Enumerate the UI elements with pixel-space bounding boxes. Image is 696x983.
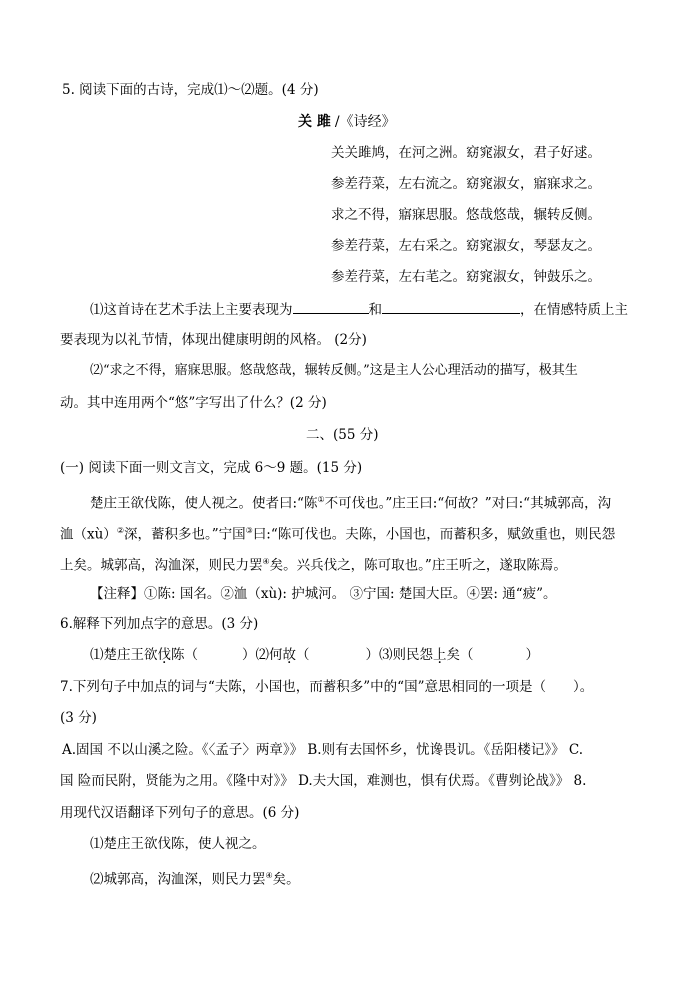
note-marker-2: ② xyxy=(116,526,124,535)
q6-item2-a: ⑵何 xyxy=(255,647,283,663)
q8-sentence-2 xyxy=(90,866,300,890)
poem-line-3: 求之不得，寤寐思服。悠哉悠哉，辗转反侧。 xyxy=(331,207,601,223)
passage-text-1b: 不可伐也。”庄王曰:“何故？”对曰:“其城郭高，沟 xyxy=(324,495,612,512)
q7-stem: 7.下列句子中加点的词与“夫陈，小国也，而蓄积多”中的“国”意思相同的一项是（ ）。 xyxy=(60,679,594,695)
q6-items xyxy=(90,645,539,665)
q6-item3-b: 矣（ xyxy=(446,647,474,663)
passage-line-3 xyxy=(60,552,567,576)
q5-sub1-text-a: ⑴这首诗在艺术手法上主要表现为 xyxy=(90,302,293,318)
q6-item1-dotted: 伐 xyxy=(157,647,171,663)
q8-sentence-1: ⑴楚庄王欲伐陈，使人视之。 xyxy=(90,836,266,852)
note-marker-3: ③ xyxy=(245,526,253,535)
q5-header: 5. 阅读下面的古诗，完成⑴～⑵题。(4 分) xyxy=(62,82,319,98)
passage-text-1a: 楚庄王欲伐陈，使人视之。使者曰:“陈 xyxy=(90,495,318,512)
q5-sub2-line1: ⑵“求之不得，寤寐思服。悠哉悠哉，辗转反侧。”这是主人公心理活动的描写，极其生 xyxy=(90,363,578,378)
note-marker-5: ④ xyxy=(265,871,273,880)
q5-sub1-text-b: 和 xyxy=(368,302,382,318)
q5-sub1-line1 xyxy=(90,299,628,320)
poem-source: /《诗经》 xyxy=(334,114,396,130)
note-marker-1: ① xyxy=(317,495,325,504)
q7-options-line1: A.固国 不以山溪之险。《〈孟子〉两章》》 B.则有去国怀乡，忧谗畏讥。《岳阳楼记》》 C. xyxy=(62,742,584,758)
q8-stem: 用现代汉语翻译下列句子的意思。(6 分) xyxy=(60,805,300,821)
q5-sub1-line2: 要表现为以礼节情，体现出健康明朗的风格。 (2分) xyxy=(60,332,367,348)
q6-item3-c: ） xyxy=(525,647,539,663)
passage-text-3b: 矣。兴兵伐之，陈可取也。”庄王听之，遂取陈焉。 xyxy=(269,557,567,574)
section2-intro: (一) 阅读下面一则文言文，完成 6～9 题。(15 分) xyxy=(60,460,363,476)
poem-line-5: 参差荇菜，左右芼之。窈窕淑女，钟鼓乐之。 xyxy=(331,269,601,285)
q6-item1-c: ） xyxy=(242,647,256,663)
passage-text-2a: 洫（xù） xyxy=(60,526,117,543)
poem-line-4: 参差荇菜，左右采之。窈窕淑女，琴瑟友之。 xyxy=(331,238,601,254)
q6-item2-c: ） xyxy=(365,647,379,663)
q8-sentence-2-b: 矣。 xyxy=(272,871,300,888)
note-marker-4: ④ xyxy=(262,557,270,566)
q6-item3-a: ⑶则民怨 xyxy=(379,647,433,663)
poem-title xyxy=(298,112,396,132)
q6-item1-b: 陈（ xyxy=(171,647,198,663)
passage-notes: 【注释】①陈: 国名。②洫（xù): 护城河。 ③宁国: 楚国大臣。④罢: 通“疲”。 xyxy=(90,586,557,602)
q8-sentence-2-a: ⑵城郭高，沟洫深，则民力罢 xyxy=(90,871,266,888)
answer-blank-1[interactable] xyxy=(293,299,369,314)
q6-item2-dotted: 故 xyxy=(282,647,296,663)
passage-text-2c: 曰:“陈可伐也。夫陈，小国也，而蓄积多，赋敛重也，则民怨 xyxy=(252,526,616,543)
q5-sub2-line2: 动。其中连用两个“悠”字写出了什么？(2 分) xyxy=(60,395,327,411)
q7-options-line2: 国 险而民附，贤能为之用。《隆中对》》 D.夫大国，难测也，惧有伏焉。《曹刿论战》》 8. xyxy=(60,773,587,789)
poem-line-1: 关关雎鸠，在河之洲。窈窕淑女，君子好逑。 xyxy=(331,145,601,161)
poem-title-text: 关 雎 xyxy=(298,114,331,130)
passage-text-2b: 深，蓄积多也。”宁国 xyxy=(123,526,246,543)
q6-item3-dotted: 上 xyxy=(433,647,447,663)
q6-stem: 6.解释下列加点字的意思。(3 分) xyxy=(60,616,259,632)
q6-item1-a: ⑴楚庄王欲 xyxy=(90,647,158,663)
passage-line-2 xyxy=(60,521,615,545)
passage-line-1 xyxy=(90,490,611,514)
section2-heading: 二、(55 分) xyxy=(306,427,379,443)
q7-score: (3 分) xyxy=(60,710,97,726)
passage-text-3a: 上矣。城郭高，沟洫深，则民力罢 xyxy=(60,557,263,574)
answer-blank-2[interactable] xyxy=(382,299,520,314)
q6-item2-b: （ xyxy=(296,647,310,663)
poem-line-2: 参差荇菜，左右流之。窈窕淑女，寤寐求之。 xyxy=(331,176,601,192)
q5-sub1-text-c: ，在情感特质上主 xyxy=(520,302,628,318)
